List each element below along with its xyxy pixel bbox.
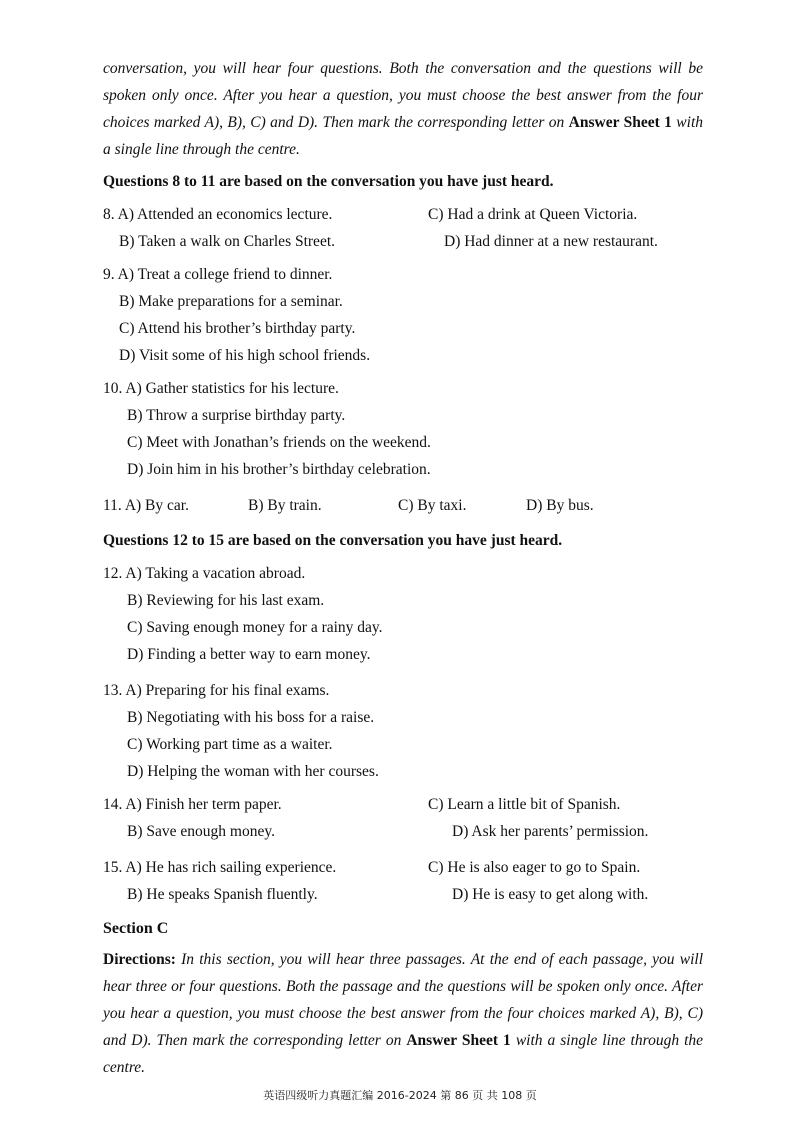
q11-option-c: C) By taxi.	[398, 497, 467, 514]
q12-option-d: D) Finding a better way to earn money.	[127, 646, 371, 663]
section-c-title: Section C	[103, 920, 169, 937]
question-10	[103, 375, 703, 483]
q13-option-d: D) Helping the woman with her courses.	[127, 763, 379, 780]
section-c-text: In this section, you will hear three passages. At the end of each passage, you will hear three or four questions. Both the passage and the questions will be spoken only once. After you hear a question, you must choose the best answer from the four choices marked A), B), C) and D). Then mark the corresponding letter on	[103, 951, 703, 1049]
section-c-label: Directions:	[103, 951, 176, 968]
q14-option-b: B) Save enough money.	[127, 823, 275, 840]
intro-tail: with a single line through the centre.	[103, 114, 704, 158]
question-14	[103, 791, 703, 845]
q13-option-a: 13. A) Preparing for his final exams.	[103, 682, 330, 699]
question-9	[103, 261, 703, 369]
q14-option-d: D) Ask her parents’ permission.	[452, 823, 649, 840]
section-c-tail: with a single line through the centre.	[103, 1032, 704, 1076]
intro-answer-sheet: Answer Sheet 1	[568, 114, 672, 131]
question-13	[103, 677, 703, 785]
q13-option-b: B) Negotiating with his boss for a raise.	[127, 709, 375, 726]
question-12	[103, 560, 703, 668]
exam-page	[103, 55, 703, 1081]
intro-directions	[103, 55, 703, 163]
q8-option-c: C) Had a drink at Queen Victoria.	[428, 206, 638, 223]
question-8	[103, 201, 703, 255]
q14-option-c: C) Learn a little bit of Spanish.	[428, 796, 621, 813]
page-footer: 英语四级听力真题汇编 2016-2024 第 86 页 共 108 页	[263, 1089, 537, 1102]
q11-option-a: 11. A) By car.	[103, 497, 189, 514]
group1-title: Questions 8 to 11 are based on the conversation you have just heard.	[103, 173, 554, 190]
intro-text: conversation, you will hear four questions. Both the conversation and the questions will be spoken only once. After you hear a question, you must choose the best answer from the four choices marked A), B), C) and D). Then mark the corresponding letter on	[103, 60, 703, 131]
question-11	[103, 492, 703, 519]
q10-option-d: D) Join him in his brother’s birthday celebration.	[127, 461, 431, 478]
q10-option-a: 10. A) Gather statistics for his lecture.	[103, 380, 339, 397]
q15-option-d: D) He is easy to get along with.	[452, 886, 649, 903]
q8-option-a: 8. A) Attended an economics lecture.	[103, 206, 333, 223]
q12-option-a: 12. A) Taking a vacation abroad.	[103, 565, 306, 582]
q14-option-a: 14. A) Finish her term paper.	[103, 796, 282, 813]
q11-option-b: B) By train.	[248, 497, 322, 514]
q15-option-c: C) He is also eager to go to Spain.	[428, 859, 641, 876]
q15-option-b: B) He speaks Spanish fluently.	[127, 886, 318, 903]
section-c-answer-sheet: Answer Sheet 1	[406, 1032, 511, 1049]
q13-option-c: C) Working part time as a waiter.	[127, 736, 333, 753]
q11-option-d: D) By bus.	[526, 497, 594, 514]
group2-title: Questions 12 to 15 are based on the conversation you have just heard.	[103, 532, 563, 549]
q15-option-a: 15. A) He has rich sailing experience.	[103, 859, 337, 876]
q8-option-b: B) Taken a walk on Charles Street.	[119, 233, 336, 250]
question-15	[103, 854, 703, 908]
q12-option-b: B) Reviewing for his last exam.	[127, 592, 325, 609]
q10-option-b: B) Throw a surprise birthday party.	[127, 407, 346, 424]
q9-option-a: 9. A) Treat a college friend to dinner.	[103, 266, 333, 283]
q8-option-d: D) Had dinner at a new restaurant.	[444, 233, 658, 250]
section-c-directions	[103, 946, 703, 1081]
q9-option-c: C) Attend his brother’s birthday party.	[119, 320, 356, 337]
q9-option-d: D) Visit some of his high school friends.	[119, 347, 371, 364]
q9-option-b: B) Make preparations for a seminar.	[119, 293, 343, 310]
q12-option-c: C) Saving enough money for a rainy day.	[127, 619, 383, 636]
q10-option-c: C) Meet with Jonathan’s friends on the weekend.	[127, 434, 431, 451]
